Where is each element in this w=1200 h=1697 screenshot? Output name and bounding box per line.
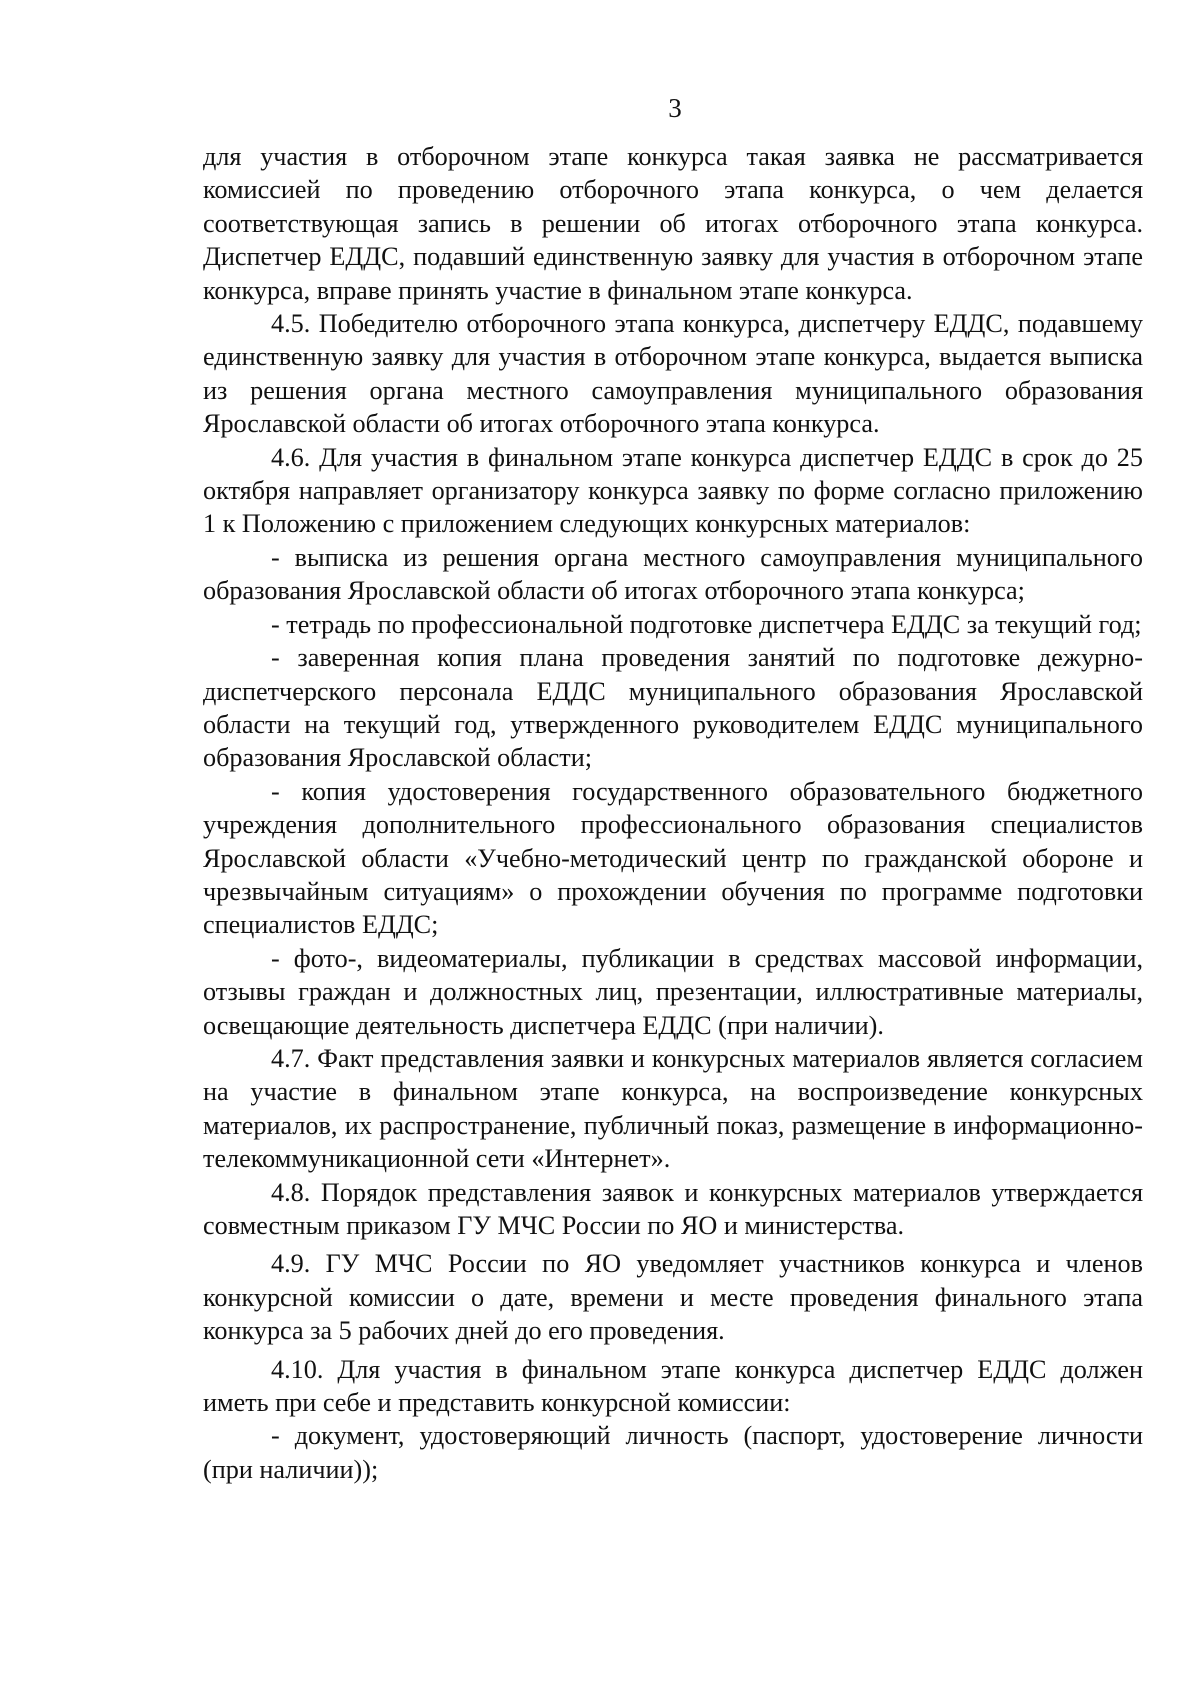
list-item-media-materials: - фото-, видеоматериалы, публикации в средствах массовой информации, отзывы граждан и должностных лиц, презентации, иллюстративные материалы, освещающие деятельность диспетчера ЕДДС (при наличии). xyxy=(203,943,1143,1040)
list-item-extract: - выписка из решения органа местного самоуправления муниципального образования Ярославской области об итогах отборочного этапа конкурса; xyxy=(203,542,1143,606)
page-number: 3 xyxy=(668,93,682,123)
document-body xyxy=(203,140,1143,1486)
paragraph-4-10: 4.10. Для участия в финальном этапе конкурса диспетчер ЕДДС должен иметь при себе и представить конкурсной комиссии: xyxy=(203,1354,1143,1418)
paragraph-4-8: 4.8. Порядок представления заявок и конкурсных материалов утверждается совместным приказом ГУ МЧС России по ЯО и министерства. xyxy=(203,1177,1143,1240)
paragraph-4-9: 4.9. ГУ МЧС России по ЯО уведомляет участников конкурса и членов конкурсной комиссии о дате, времени и месте проведения финального этапа конкурса за 5 рабочих дней до его проведения. xyxy=(203,1249,1143,1346)
list-item-notebook: - тетрадь по профессиональной подготовке диспетчера ЕДДС за текущий год; xyxy=(271,609,1142,639)
list-item-identity-document: - документ, удостоверяющий личность (паспорт, удостоверение личности (при наличии)); xyxy=(203,1421,1143,1484)
paragraph-4-6: 4.6. Для участия в финальном этапе конкурса диспетчер ЕДДС в срок до 25 октября направляет организатору конкурса заявку по форме согласно приложению 1 к Положению с приложением следующих конкурсных материалов: xyxy=(203,442,1143,539)
paragraph-continuation: для участия в отборочном этапе конкурса такая заявка не рассматривается комиссией по проведению отборочного этапа конкурса, о чем делается соответствующая запись в решении об итогах отборочного этапа конкурса. Диспетчер ЕДДС, подавший единственную заявку для участия в отборочном этапе конкурса, вправе принять участие в финальном этапе конкурса. xyxy=(203,142,1143,305)
list-item-training-plan: - заверенная копия плана проведения занятий по подготовке дежурно-диспетчерского персонала ЕДДС муниципального образования Ярославской области на текущий год, утвержденного руководителем ЕДДС муниципального образования Ярославской области; xyxy=(203,643,1143,773)
paragraph-4-7: 4.7. Факт представления заявки и конкурсных материалов является согласием на участие в финальном этапе конкурса, на воспроизведение конкурсных материалов, их распространение, публичный показ, размещение в информационно-телекоммуникационной сети «Интернет». xyxy=(203,1043,1143,1174)
paragraph-4-5: 4.5. Победителю отборочного этапа конкурса, диспетчеру ЕДДС, подавшему единственную заявку для участия в отборочном этапе конкурса, выдается выписка из решения органа местного самоуправления муниципального образования Ярославской области об итогах отборочного этапа конкурса. xyxy=(203,309,1143,439)
list-item-certificate: - копия удостоверения государственного образовательного бюджетного учреждения дополнительного профессионального образования специалистов Ярославской области «Учебно-методический центр по гражданской обороне и чрезвычайным ситуациям» о прохождении обучения по программе подготовки специалистов ЕДДС; xyxy=(203,776,1143,940)
